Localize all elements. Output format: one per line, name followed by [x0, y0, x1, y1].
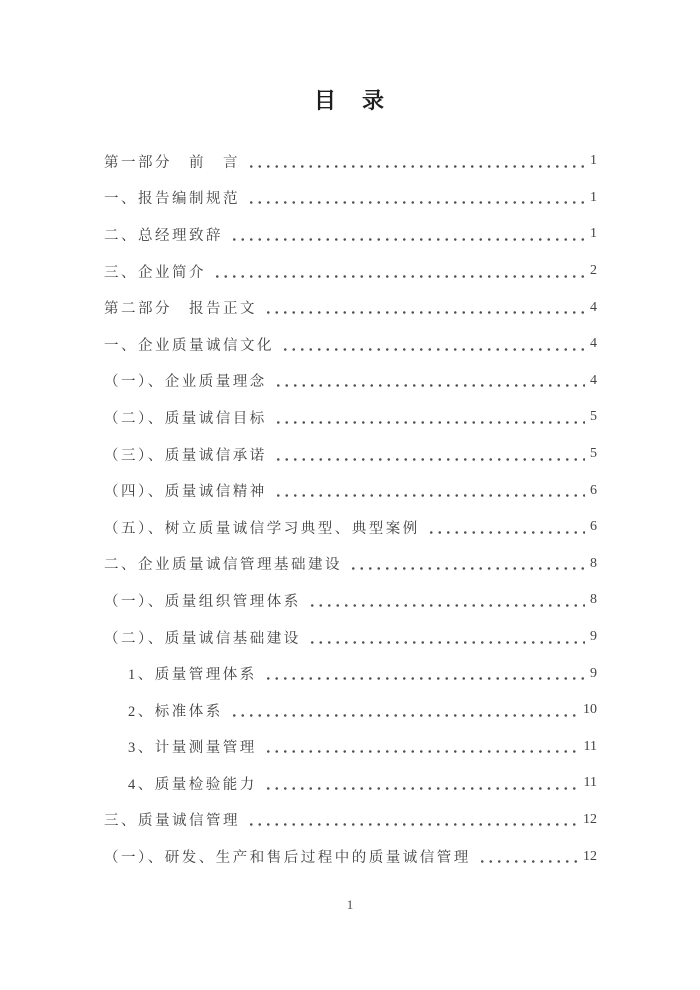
toc-entry[interactable]	[104, 399, 597, 436]
toc-entry-label: 2、标准体系	[128, 703, 223, 720]
toc-entry-page-number: 5	[590, 446, 597, 462]
toc-entry-page-number: 8	[590, 555, 597, 571]
toc-entry-label: 4、质量检验能力	[128, 776, 257, 793]
toc-entry-label: （三）、质量诚信承诺	[104, 447, 267, 464]
toc-dot-leader	[281, 326, 585, 363]
toc-entry-page-number: 8	[590, 592, 597, 608]
toc-entry[interactable]	[104, 143, 597, 180]
toc-entry[interactable]	[104, 472, 597, 509]
toc-entry-page-number: 9	[590, 629, 597, 645]
toc-entry-page-number: 9	[590, 665, 597, 681]
toc-dot-leader	[264, 655, 585, 692]
toc-entry-page-number: 1	[590, 226, 597, 242]
toc-entry-label: （五）、树立质量诚信学习典型、典型案例	[104, 520, 420, 537]
toc-entry[interactable]	[104, 326, 597, 363]
toc-entry[interactable]	[104, 253, 597, 290]
toc-dot-leader	[308, 582, 585, 619]
page-number: 1	[346, 897, 354, 912]
toc-entry-label: （一）、质量组织管理体系	[104, 593, 301, 610]
toc-entry-label: 三、企业简介	[104, 264, 206, 281]
toc-entry-page-number: 11	[583, 775, 597, 791]
toc-entry[interactable]	[104, 216, 597, 253]
toc-entry-page-number: 4	[590, 372, 597, 388]
toc-entry-label: （一）、企业质量理念	[104, 374, 267, 391]
toc-dot-leader	[274, 472, 585, 509]
toc-entry[interactable]	[104, 838, 597, 875]
toc-dot-leader	[230, 692, 578, 729]
toc-dot-leader	[264, 729, 579, 766]
toc-entry-page-number: 6	[590, 519, 597, 535]
toc-dot-leader	[274, 399, 585, 436]
toc-entry-label: （四）、质量诚信精神	[104, 484, 267, 501]
toc-entry-label: 一、报告编制规范	[104, 191, 240, 208]
toc-dot-leader	[427, 509, 585, 546]
toc-entry-label: （一）、研发、生产和售后过程中的质量诚信管理	[104, 850, 471, 867]
toc-dot-leader	[478, 838, 578, 875]
toc-dot-leader	[274, 436, 585, 473]
toc-entry[interactable]	[104, 729, 597, 766]
toc-entry-page-number: 1	[590, 153, 597, 169]
toc-dot-leader	[274, 363, 585, 400]
toc-dot-leader	[308, 619, 585, 656]
toc-entry-page-number: 11	[583, 738, 597, 754]
toc-entry-label: 三、质量诚信管理	[104, 813, 240, 830]
toc-entry-label: 二、企业质量诚信管理基础建设	[104, 557, 342, 574]
toc-dot-leader	[230, 216, 585, 253]
toc-dot-leader	[247, 143, 585, 180]
toc-entry-page-number: 12	[583, 848, 597, 864]
toc-entry-label: 二、总经理致辞	[104, 227, 223, 244]
toc-entry-page-number: 10	[583, 702, 597, 718]
toc-entry-page-number: 4	[590, 299, 597, 315]
toc-entry-label: 一、企业质量诚信文化	[104, 337, 274, 354]
toc-dot-leader	[247, 802, 578, 839]
toc-entry[interactable]	[104, 582, 597, 619]
toc-entry[interactable]	[104, 765, 597, 802]
toc-entry-label: （二）、质量诚信基础建设	[104, 630, 301, 647]
toc-entry-label: 1、质量管理体系	[128, 667, 257, 684]
toc-entry-page-number: 6	[590, 482, 597, 498]
toc-entry[interactable]	[104, 692, 597, 729]
toc-dot-leader	[264, 765, 579, 802]
toc-entry-page-number: 12	[583, 811, 597, 827]
toc-entry-page-number: 1	[590, 189, 597, 205]
toc-dot-leader	[213, 253, 585, 290]
toc-dot-leader	[349, 546, 585, 583]
toc-entry[interactable]	[104, 180, 597, 217]
toc-entry[interactable]	[104, 619, 597, 656]
toc-entry[interactable]	[104, 436, 597, 473]
toc-entry[interactable]	[104, 546, 597, 583]
toc-entry-page-number: 2	[590, 263, 597, 279]
toc-title: 目 录	[313, 88, 386, 113]
toc-entry-page-number: 4	[590, 336, 597, 352]
toc-entry-label: 第一部分 前 言	[104, 154, 240, 171]
toc-entry[interactable]	[104, 289, 597, 326]
toc-entry[interactable]	[104, 802, 597, 839]
toc-dot-leader	[264, 289, 585, 326]
toc-entry[interactable]	[104, 509, 597, 546]
toc-entry-label: 3、计量测量管理	[128, 740, 257, 757]
toc-dot-leader	[247, 180, 585, 217]
toc-entry[interactable]	[104, 363, 597, 400]
toc-entry-label: （二）、质量诚信目标	[104, 410, 267, 427]
toc-entry-page-number: 5	[590, 409, 597, 425]
toc-list	[104, 143, 597, 875]
toc-entry-label: 第二部分 报告正文	[104, 301, 257, 318]
page-footer	[0, 896, 700, 913]
toc-entry[interactable]	[104, 655, 597, 692]
